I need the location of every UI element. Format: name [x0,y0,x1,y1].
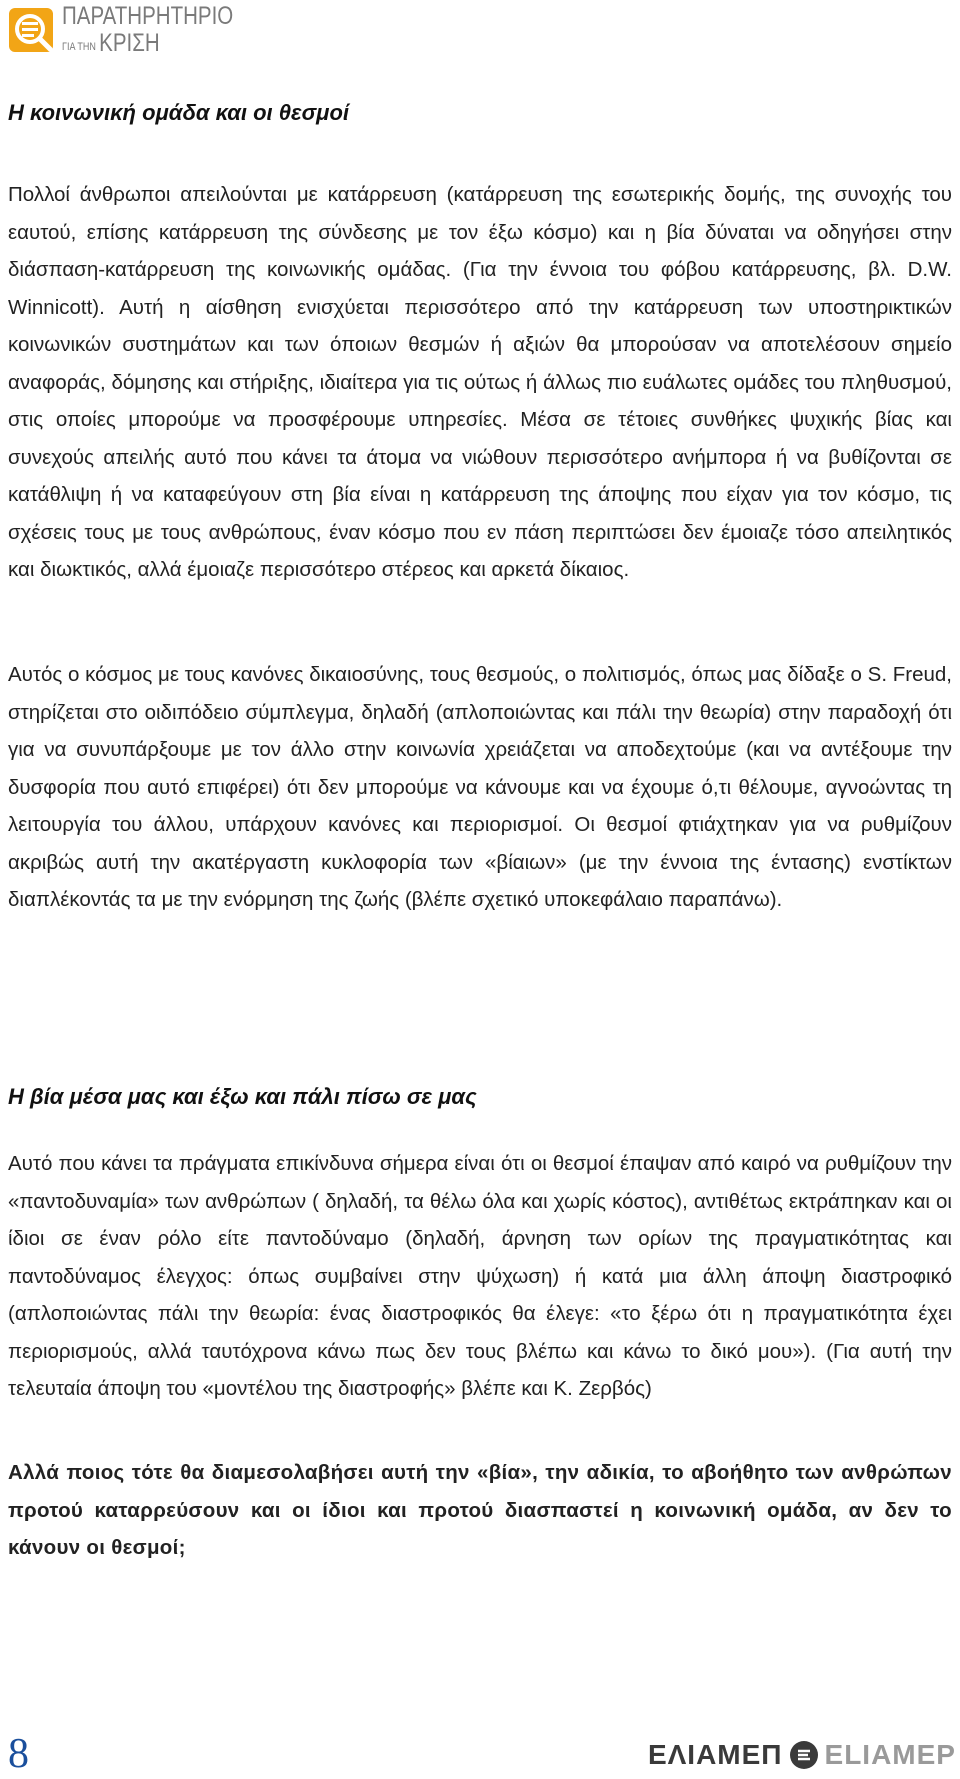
section2-paragraph-2-wrap [8,1454,952,1567]
logo-wordmark [62,4,271,56]
body-paragraph: Πολλοί άνθρωποι απειλούνται με κατάρρευση (κατάρρευση της εσωτερικής δομής, της συνοχής του εαυτού, επίσης κατάρρευση της σύνδεσης με τον έξω κόσμο) και η βία δύναται να οδηγήσει στην διάσπαση-κατάρρευση της κοινωνικής ομάδας. (Για την έννοια του φόβου κατάρρευσης, βλ. D.W. Winnicott). Αυτή η αίσθηση ενισχύεται περισσότερο από την κατάρρευση των υποστηρικτικών κοινωνικών συστημάτων και των όποιων θεσμών ή αξιών θα μπορούσαν να αποτελέσουν σημείο αναφοράς, δόμησης και στήριξης, ιδιαίτερα για τις ούτως ή άλλως πιο ευάλωτες ομάδες του πληθυσμού, στις οποίες μπορούμε να προσφέρουμε υπηρεσίες. Μέσα σε τέτοιες συνθήκες ψυχικής βίας και συνεχούς απειλής αυτό που κάνει τα άτομα να νιώθουν περισσότερο ανήμπορα ή να βυθίζονται σε κατάθλιψη ή να καταφεύγουν στη βία είναι η κατάρρευση της άποψης που είχαν για τον κόσμο, τις σχέσεις τους με τους ανθρώπους, έναν κόσμο που εν πάση περιπτώσει δεν έμοιαζε τόσο απειλητικός και διωκτικός, αλλά έμοιαζε περισσότερο στέρεος και αρκετά δίκαιος. [8,183,952,581]
section1-paragraph-2-wrap [8,656,952,919]
body-paragraph: Αυτός ο κόσμος με τους κανόνες δικαιοσύνης, τους θεσμούς, ο πολιτισμός, όπως μας δίδαξε ο S. Freud, στηρίζεται στο οιδιπόδειο σύμπλεγμα, δηλαδή (απλοποιώντας και πάλι την θεωρία) στην παραδοχή ότι για να συνυπάρξουμε με τον άλλο στην κοινωνία χρειάζεται να αποδεχτούμε (και να αντέξουμε την δυσφορία που αυτό επιφέρει) ότι δεν μπορούμε να κάνουμε και να έχουμε ό,τι θέλουμε, αγνοώντας τη λειτουργία του άλλου, υπάρχουν κανόνες και περιορισμοί. Οι θεσμοί φτιάχτηκαν για να ρυθμίζουν ακριβώς αυτή την ακατέργαστη κυκλοφορία των «βίαιων» (με την έννοια της έντασης) ενστίκτων διαπλέκοντάς τα με την ενόρμηση της ζωής (βλέπε σχετικό υποκεφάλαιο παραπάνω). [8,663,952,911]
logo-line2 [62,31,233,56]
section1-paragraph-1-wrap [8,176,952,589]
section-violence [8,1084,952,1110]
logo-line2-big: ΚΡΙΣΗ [99,29,160,57]
page-number: 8 [8,1731,29,1777]
logo-line2-small: ΓΙΑ ΤΗΝ [62,41,96,53]
eliamep-logo [648,1739,956,1771]
header-logo [8,4,271,56]
section-heading: Η βία μέσα μας και έξω και πάλι πίσω σε μας [8,1084,477,1109]
section-institutions [8,100,952,126]
eliamep-latin-text: ΕLIAMEP [824,1739,956,1770]
section2-paragraph-1-wrap [8,1145,952,1408]
body-paragraph: Αυτό που κάνει τα πράγματα επικίνδυνα σήμερα είναι ότι οι θεσμοί έπαψαν από καιρό να ρυθμίζουν την «παντοδυναμία» των ανθρώπων ( δηλαδή, τα θέλω όλα και χωρίς κόστος), αντιθέτως εκτράπηκαν και οι ίδιοι σε έναν ρόλο είτε παντοδύναμο (δηλαδή, άρνηση των ορίων της πραγματικότητας και παντοδύναμος έλεγχος: όπως συμβαίνει στην ψύχωση) ή κατά μια άλλη άποψη διαστροφικό (απλοποιώντας πάλι την θεωρία: ένας διαστροφικός θα έλεγε: «το ξέρω ότι η πραγματικότητα έχει περιορισμούς, αλλά ταυτόχρονα κάνω πως δεν τους βλέπω και κάνω το δικό μου»). (Για αυτή την τελευταία άποψη του «μοντέλου της διαστροφής» βλέπε και Κ. Ζερβός) [8,1152,952,1400]
observatory-logo-icon [8,7,54,53]
eliamep-greek-text: ΕΛΙΑΜΕΠ [647,1739,783,1770]
bold-question-paragraph: Αλλά ποιος τότε θα διαμεσολαβήσει αυτή την «βία», την αδικία, το αβοήθητο των ανθρώπων προτού καταρρεύσουν και οι ίδιοι και προτού διασπαστεί η κοινωνική ομάδα, αν δεν το κάνουν οι θεσμοί; [8,1461,952,1559]
eliamep-mark-icon [789,1740,819,1770]
section-heading: Η κοινωνική ομάδα και οι θεσμοί [8,100,349,125]
logo-line1: ΠΑΡΑΤΗΡΗΤΗΡΙΟ [62,2,234,30]
